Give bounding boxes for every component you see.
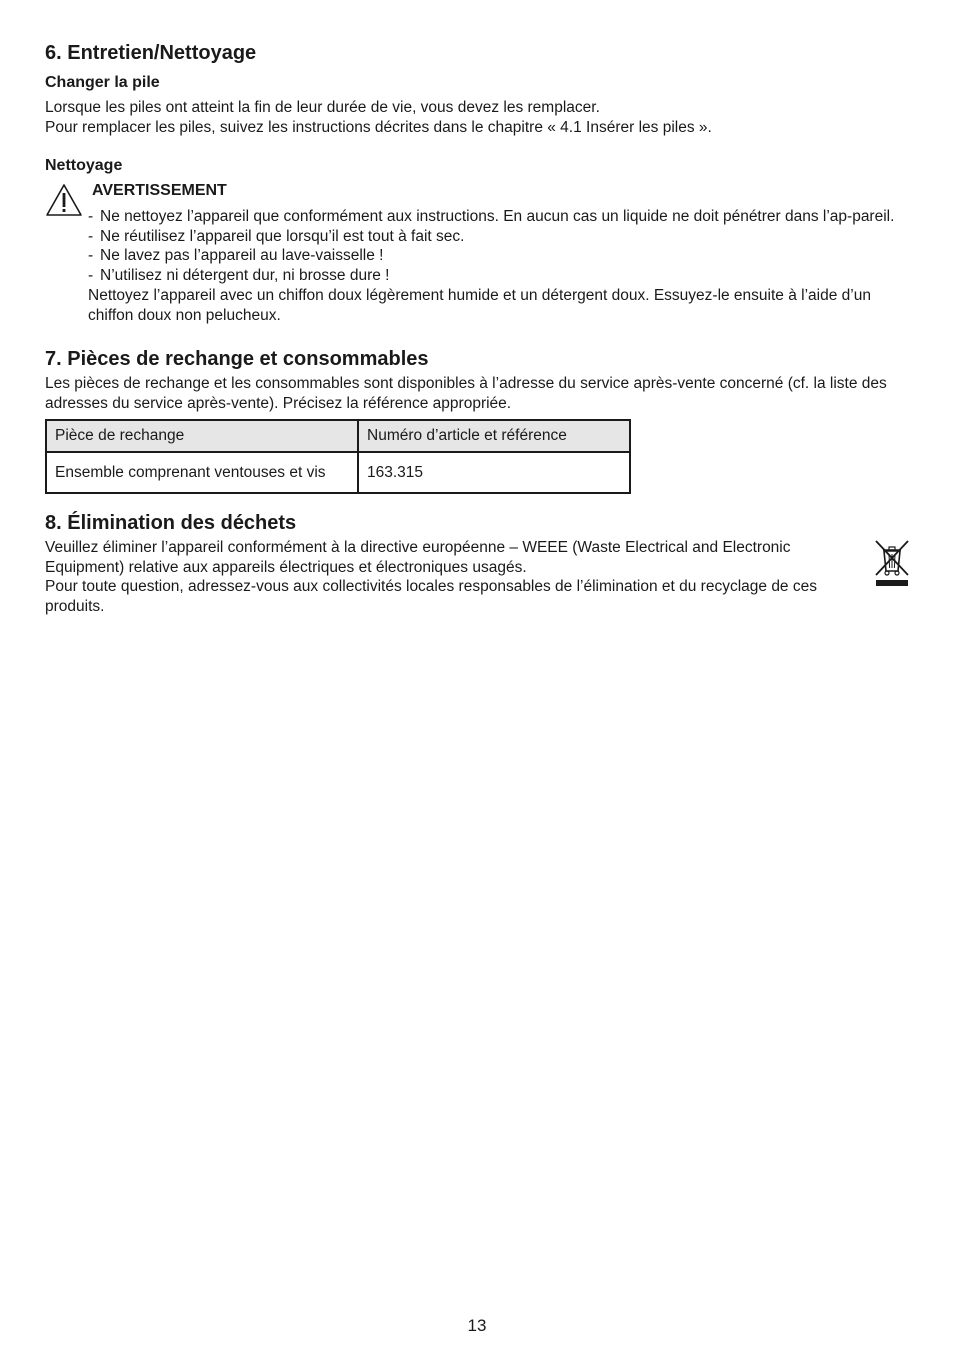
crossed-bin-icon [873,538,911,588]
table-header-row [46,420,630,452]
warning-triangle-icon [45,183,83,217]
section-disposal [45,510,911,616]
warning-item: - Ne nettoyez l’appareil que conformément aux instructions. En aucun cas un liquide ne doit pénétrer dans l’ap-pareil. [88,207,911,227]
page-number: 13 [467,1316,487,1335]
table-header-cell: Pièce de rechange [46,420,358,452]
warning-box [45,181,911,325]
section-maintenance [45,40,911,325]
warning-item: - Ne lavez pas l’appareil au lave-vaisselle ! [88,246,911,266]
section-spare-parts [45,346,911,494]
spare-parts-text: Les pièces de rechange et les consommables sont disponibles à l’adresse du service après-vente concerné (cf. la liste des adresses du service après-vente). Précisez la référence appropriée. [45,375,887,412]
subtitle-cleaning: Nettoyage [45,157,123,174]
warning-list [88,207,911,285]
subtitle-battery: Changer la pile [45,74,160,91]
warning-item: - Ne réutilisez l’appareil que lorsqu’il est tout à fait sec. [88,227,911,247]
battery-text [45,98,911,137]
cleaning-instructions: Nettoyez l’appareil avec un chiffon doux légèrement humide et un détergent doux. Essuyez-le ensuite à l’aide d’un chiffon doux non pelucheux. [88,287,871,324]
section-title-disposal: 8. Élimination des déchets [45,512,297,534]
page-content [45,40,911,616]
warning-title: AVERTISSEMENT [92,182,227,199]
disposal-line-1: Veuillez éliminer l’appareil conformément à la directive européenne – WEEE (Waste Electrical and Electronic Equipment) relative aux appareils électriques et électroniques usagés. [45,539,791,576]
battery-line-2: Pour remplacer les piles, suivez les instructions décrites dans le chapitre « 4.1 Insérer les piles ». [45,118,712,136]
disposal-line-2: Pour toute question, adressez-vous aux collectivités locales responsables de l’élimination et du recyclage de ces produits. [45,578,817,615]
section-title-maintenance: 6. Entretien/Nettoyage [45,42,257,64]
disposal-text [45,538,871,616]
table-row [46,452,630,493]
table-cell: 163.315 [358,452,630,493]
warning-item: - N’utilisez ni détergent dur, ni brosse dure ! [88,266,911,286]
table-header-cell: Numéro d’article et référence [358,420,630,452]
table-cell: Ensemble comprenant ventouses et vis [46,452,358,493]
battery-line-1: Lorsque les piles ont atteint la fin de leur durée de vie, vous devez les remplacer. [45,99,600,116]
spare-parts-table [45,419,631,494]
section-title-spare-parts: 7. Pièces de rechange et consommables [45,348,429,370]
